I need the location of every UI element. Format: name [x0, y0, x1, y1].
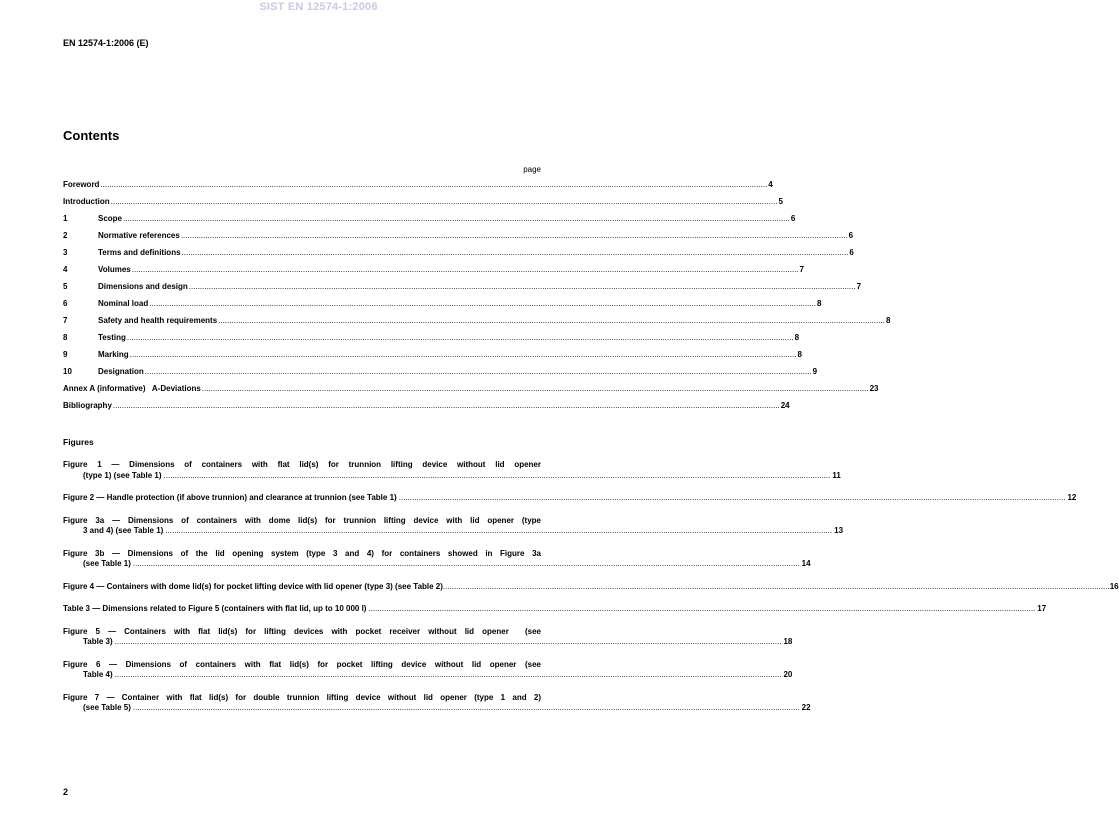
toc-entry[interactable]	[63, 282, 862, 299]
figure-entry-title: Figure 6 — Dimensions of containers with flat lid(s) for pocket lifting device without lid opener (see	[63, 659, 541, 669]
toc-entry-page: 8	[885, 316, 891, 325]
figure-entry-title: Figure 7 — Container with flat lid(s) for double trunnion lifting device without lid opener (type 1 and 2)	[63, 692, 541, 702]
toc-leader: ............................................................................................................................................................................................................................................................................................................	[181, 248, 849, 257]
toc-entry-number: 10	[63, 367, 72, 376]
figure-entry-page: 20	[783, 670, 793, 679]
toc-leader: ............................................................................................................................................................................................................................................................................................................	[110, 197, 778, 206]
figure-entry-title-cont: (type 1) (see Table 1)	[83, 470, 162, 480]
toc-entry-title: Marking	[98, 350, 129, 359]
figure-entry-page: 12	[1067, 493, 1077, 502]
toc-leader: ............................................................................................................................................................................................................................................................................................................	[188, 282, 856, 291]
toc-entry-title: Safety and health requirements	[98, 316, 218, 325]
figure-entry-page: 16	[1109, 581, 1119, 591]
toc-entry-number: 9	[63, 350, 68, 359]
toc-entry-page: 23	[869, 384, 879, 393]
figure-entry-page: 17	[1037, 604, 1047, 613]
figure-entry-title: Figure 3a — Dimensions of containers with dome lid(s) for trunnion lifting device with lid opener (type	[63, 515, 541, 525]
toc-leader: ............................................................................................................................................................................................................................................................................................................	[123, 214, 790, 223]
figure-entry[interactable]	[63, 581, 1119, 593]
toc-entry-page: 7	[856, 282, 862, 291]
toc-entry-number: 4	[63, 265, 68, 274]
document-code: EN 12574-1:2006 (E)	[63, 38, 149, 48]
toc-leader: ............................................................................................................................................................................................................................................................................................................	[126, 333, 794, 342]
toc-entry-number: 8	[63, 333, 68, 342]
toc-leader: ............................................................................................................................................................................................................................................................................................................	[201, 384, 869, 393]
toc-entry-title: Testing	[98, 333, 126, 342]
toc-leader: ............................................................................................................................................................................................................................................................................................................	[144, 367, 812, 376]
toc-entry-title: Bibliography	[63, 401, 112, 410]
figure-entry[interactable]	[63, 626, 793, 648]
toc-leader: ............................................................................................................................................................................................................................................................................................................	[180, 231, 848, 240]
toc-entry-title: Dimensions and design	[98, 282, 188, 291]
toc-entry[interactable]	[63, 401, 790, 418]
toc-entry-number: 7	[63, 316, 68, 325]
toc-entry-page: 6	[848, 231, 854, 240]
figure-entry-page: 18	[783, 637, 793, 646]
toc-entry-title: Foreword	[63, 180, 100, 189]
list-of-figures	[63, 460, 1119, 726]
toc-leader: ............................................................................................................................................................................................................................................................................................................	[165, 526, 833, 535]
figure-entry-page: 14	[801, 559, 811, 568]
toc-leader: ............................................................................................................................................................................................................................................................................................................	[114, 670, 782, 679]
toc-leader: ............................................................................................................................................................................................................................................................................................................	[149, 299, 817, 308]
toc-entry-page: 4	[768, 180, 773, 189]
toc-entry-number: 1	[63, 214, 68, 223]
figure-entry[interactable]	[63, 659, 793, 681]
figure-entry-title-cont: 3 and 4) (see Table 1)	[83, 526, 164, 535]
toc-entry-page: 8	[817, 299, 822, 308]
toc-leader: ............................................................................................................................................................................................................................................................................................................	[112, 401, 780, 410]
toc-leader: ............................................................................................................................................................................................................................................................................................................	[129, 350, 797, 359]
toc-leader: ............................................................................................................................................................................................................................................................................................................	[132, 559, 800, 568]
toc-leader: ............................................................................................................................................................................................................................................................................................................	[163, 470, 831, 480]
figure-entry-title: Figure 2 — Handle protection (if above trunnion) and clearance at trunnion (see Table 1)	[63, 493, 397, 502]
toc-entry-page: 9	[812, 367, 818, 376]
figure-entry-title: Figure 4 — Containers with dome lid(s) for pocket lifting device with lid opener (type 3) (see Table 2)	[63, 581, 443, 591]
toc-entry[interactable]	[63, 248, 854, 265]
figure-entry-page: 13	[834, 526, 844, 535]
toc-entry-page: 8	[794, 333, 800, 342]
toc-entry-number: 2	[63, 231, 68, 240]
figure-entry[interactable]	[63, 548, 811, 570]
figure-entry-title-cont: (see Table 1)	[83, 559, 131, 568]
toc-leader: ............................................................................................................................................................................................................................................................................................................	[398, 493, 1066, 502]
toc-entry-title: Nominal load	[98, 299, 149, 308]
toc-entry-page: 5	[778, 197, 783, 206]
toc-entry-title: Introduction	[63, 197, 110, 206]
toc-leader: ............................................................................................................................................................................................................................................................................................................	[131, 265, 799, 274]
figure-entry-page: 11	[832, 470, 841, 480]
toc-entry[interactable]	[63, 180, 773, 197]
figure-entry-title-cont: (see Table 5)	[83, 703, 131, 712]
toc-entry[interactable]	[63, 384, 879, 401]
toc-entry[interactable]	[63, 367, 818, 384]
toc-entry-title: Annex A (informative) A-Deviations	[63, 384, 201, 393]
figure-entry[interactable]	[63, 604, 1047, 615]
toc-entry[interactable]	[63, 333, 800, 350]
toc-entry[interactable]	[63, 299, 822, 316]
figure-entry-title: Figure 3b — Dimensions of the lid opening system (type 3 and 4) for containers showed in Figure 3a	[63, 548, 541, 558]
toc-leader: ............................................................................................................................................................................................................................................................................................................	[132, 703, 800, 712]
figure-entry-title: Figure 5 — Containers with flat lid(s) for lifting devices with pocket receiver without lid opener (see	[63, 626, 541, 636]
figure-entry-title-cont: Table 3)	[83, 637, 113, 646]
figure-entry[interactable]	[63, 493, 1077, 504]
figure-entry-page: 22	[801, 703, 811, 712]
figures-heading: Figures	[63, 437, 94, 447]
figure-entry[interactable]	[63, 460, 841, 481]
toc-entry-page: 6	[849, 248, 854, 257]
page-column-label: page	[523, 165, 541, 174]
toc-entry-title: Scope	[98, 214, 123, 223]
toc-entry[interactable]	[63, 265, 804, 282]
toc-entry[interactable]	[63, 231, 854, 248]
watermark: SIST EN 12574-1:2006	[259, 1, 378, 13]
toc-entry-page: 7	[799, 265, 804, 274]
figure-entry-title: Table 3 — Dimensions related to Figure 5 (containers with flat lid, up to 10 000 l)	[63, 604, 367, 613]
page-number: 2	[63, 787, 69, 797]
toc-leader: ............................................................................................................................................................................................................................................................................................................	[442, 581, 1110, 591]
toc-entry-number: 3	[63, 248, 68, 257]
toc-entry-page: 6	[790, 214, 796, 223]
toc-leader: ............................................................................................................................................................................................................................................................................................................	[114, 637, 782, 646]
figure-entry[interactable]	[63, 692, 811, 714]
toc-entry[interactable]	[63, 197, 783, 214]
toc-entry-number: 6	[63, 299, 68, 308]
toc-entry-title: Terms and definitions	[98, 248, 181, 257]
figure-entry-title-cont: Table 4)	[83, 670, 113, 679]
toc-leader: ............................................................................................................................................................................................................................................................................................................	[218, 316, 885, 325]
toc-entry-title: Normative references	[98, 231, 180, 240]
toc-entry[interactable]	[63, 214, 796, 231]
toc-entry-number: 5	[63, 282, 68, 291]
toc-leader: ............................................................................................................................................................................................................................................................................................................	[100, 180, 768, 189]
figure-entry[interactable]	[63, 515, 844, 537]
table-of-contents	[63, 180, 891, 418]
toc-entry[interactable]	[63, 350, 802, 367]
toc-entry-page: 8	[797, 350, 802, 359]
toc-entry-page: 24	[780, 401, 790, 410]
toc-entry-title: Designation	[98, 367, 144, 376]
contents-title: Contents	[63, 128, 120, 143]
figure-entry-title: Figure 1 — Dimensions of containers with flat lid(s) for trunnion lifting device without lid opener	[63, 460, 541, 469]
toc-entry[interactable]	[63, 316, 891, 333]
toc-entry-title: Volumes	[98, 265, 131, 274]
toc-leader: ............................................................................................................................................................................................................................................................................................................	[368, 604, 1036, 613]
